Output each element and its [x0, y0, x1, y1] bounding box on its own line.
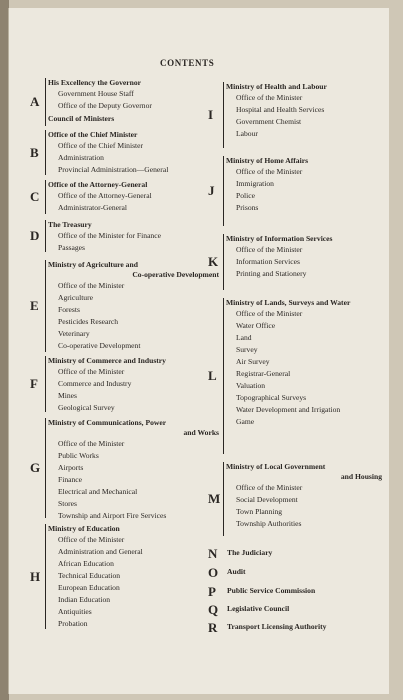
contents-section-i [208, 82, 386, 140]
contents-section-l [208, 298, 386, 428]
section-heading-q: Legislative Council [227, 604, 290, 613]
section-heading: His Excellency the Governor [48, 78, 142, 87]
section-item: Office of the Minister [236, 93, 303, 102]
section-bracket [45, 260, 46, 352]
page-title: CONTENTS [160, 58, 215, 68]
section-letter: G [30, 460, 41, 475]
section-letter: L [208, 368, 217, 383]
section-letter-n: N [208, 546, 218, 561]
section-item: Office of the Deputy Governor [58, 101, 152, 110]
section-bracket [223, 462, 224, 536]
section-item: Office of the Attorney-General [58, 191, 152, 200]
section-item: Veterinary [58, 329, 90, 338]
section-letter: B [30, 144, 39, 160]
section-item: Water Office [236, 321, 276, 330]
section-item: Printing and Stationery [236, 269, 307, 278]
section-letter-r: R [208, 620, 218, 635]
section-item: African Education [58, 559, 114, 568]
section-item: Office of the Chief Minister [58, 141, 144, 150]
section-heading: and Works [183, 428, 219, 437]
section-heading: Ministry of Communications, Power [48, 418, 167, 427]
section-letter: K [208, 254, 219, 269]
section-letter: F [30, 376, 38, 391]
section-item: Agriculture [58, 293, 94, 302]
section-bracket [45, 180, 46, 214]
section-bracket [45, 418, 46, 518]
contents-section-c [30, 180, 223, 214]
section-heading: Ministry of Local Government [226, 462, 326, 471]
section-bracket [223, 234, 224, 290]
section-heading: Ministry of Home Affairs [226, 156, 309, 165]
section-bracket [45, 130, 46, 175]
section-item: Hospital and Health Services [236, 105, 325, 114]
section-item: Administration [58, 153, 104, 162]
section-heading: Ministry of Education [48, 524, 120, 533]
section-letter-o: O [208, 565, 219, 580]
section-item: Government Chemist [236, 117, 302, 126]
section-item: Immigration [236, 179, 274, 188]
section-item: Office of the Minister [58, 439, 125, 448]
section-item: Mines [58, 391, 77, 400]
section-letter-q: Q [208, 602, 219, 617]
section-item: Office of the Minister [236, 245, 303, 254]
section-item: Commerce and Industry [58, 379, 132, 388]
section-item: Antiquities [58, 607, 92, 616]
contents-section-j [208, 156, 386, 214]
section-item: Passages [58, 243, 85, 252]
section-item: Pesticides Research [58, 317, 119, 326]
section-item: Electrical and Mechanical [58, 487, 138, 496]
section-heading: Ministry of Information Services [226, 234, 333, 243]
section-item: Social Development [236, 495, 298, 504]
section-bracket [45, 78, 46, 126]
section-letter: H [30, 568, 41, 584]
section-item: Stores [58, 499, 77, 508]
section-bracket [45, 356, 46, 412]
section-bracket [223, 298, 224, 454]
contents-section-k [208, 234, 386, 280]
section-letter: A [30, 94, 40, 109]
section-letter: C [30, 189, 40, 204]
section-item: Public Works [58, 451, 99, 460]
section-item: Technical Education [58, 571, 121, 580]
section-item: Indian Education [58, 595, 111, 604]
section-item: Water Development and Irrigation [236, 405, 341, 414]
section-item: Office of the Minister for Finance [58, 231, 161, 240]
section-item: Game [236, 417, 255, 426]
section-item: Provincial Administration—General [58, 165, 169, 174]
section-item: Office of the Minister [58, 367, 125, 376]
section-item: Police [236, 191, 255, 200]
section-item: Office of the Minister [58, 281, 125, 290]
section-heading: Office of the Attorney-General [48, 180, 148, 189]
section-item: Office of the Minister [236, 483, 303, 492]
contents-section-d [30, 220, 223, 254]
section-bracket [45, 524, 46, 629]
section-heading-r: Transport Licensing Authority [227, 622, 327, 631]
section-item: Township Authorities [236, 519, 302, 528]
section-bracket [223, 82, 224, 148]
section-item: Office of the Minister [58, 535, 125, 544]
contents-section-g [30, 418, 223, 522]
section-item: Forests [58, 305, 80, 314]
section-item: Information Services [236, 257, 300, 266]
section-bracket [223, 156, 224, 226]
section-heading: Ministry of Health and Labour [226, 82, 327, 91]
contents-section-f [30, 356, 223, 414]
section-item: Finance [58, 475, 83, 484]
section-letter: M [208, 491, 221, 506]
section-item: Co-operative Development [58, 341, 141, 350]
section-item: Government House Staff [58, 89, 134, 98]
section-letter: D [30, 228, 40, 243]
section-item: Administrator-General [58, 203, 128, 212]
section-heading: Ministry of Lands, Surveys and Water [226, 298, 351, 307]
section-letter: I [208, 107, 214, 122]
contents-section-a [30, 78, 223, 124]
section-letter-p: P [208, 584, 216, 599]
section-heading: The Treasury [48, 220, 92, 229]
section-item: Town Planning [236, 507, 283, 516]
section-item: Geological Survey [58, 403, 115, 412]
section-item: European Education [58, 583, 120, 592]
section-subheading: Council of Ministers [48, 114, 115, 123]
contents-section-h [30, 524, 223, 630]
section-item: Labour [236, 129, 258, 138]
section-bracket [45, 220, 46, 252]
section-item: Airports [58, 463, 84, 472]
section-heading-n: The Judiciary [227, 548, 273, 557]
section-heading: Office of the Chief Minister [48, 130, 138, 139]
section-item: Probation [58, 619, 88, 628]
section-item: Office of the Minister [236, 167, 303, 176]
section-item: Prisons [236, 203, 259, 212]
section-letter: J [208, 183, 215, 198]
section-heading: and Housing [340, 472, 382, 481]
contents-section-e [30, 260, 223, 352]
section-item: Survey [236, 345, 258, 354]
section-heading: Co-operative Development [132, 270, 219, 279]
section-item: Administration and General [58, 547, 143, 556]
section-heading: Ministry of Commerce and Industry [48, 356, 166, 365]
section-heading-p: Public Service Commission [227, 586, 316, 595]
section-heading: Ministry of Agriculture and [48, 260, 138, 269]
section-item: Office of the Minister [236, 309, 303, 318]
section-letter: E [30, 298, 39, 313]
contents-section-m [208, 462, 386, 530]
section-item: Topographical Surveys [236, 393, 307, 402]
section-item: Township and Airport Fire Services [58, 511, 167, 520]
section-item: Land [236, 333, 252, 342]
section-item: Registrar-General [236, 369, 291, 378]
contents-section-b [30, 130, 223, 176]
section-item: Air Survey [236, 357, 270, 366]
section-item: Valuation [236, 381, 266, 390]
section-heading-o: Audit [227, 567, 246, 576]
